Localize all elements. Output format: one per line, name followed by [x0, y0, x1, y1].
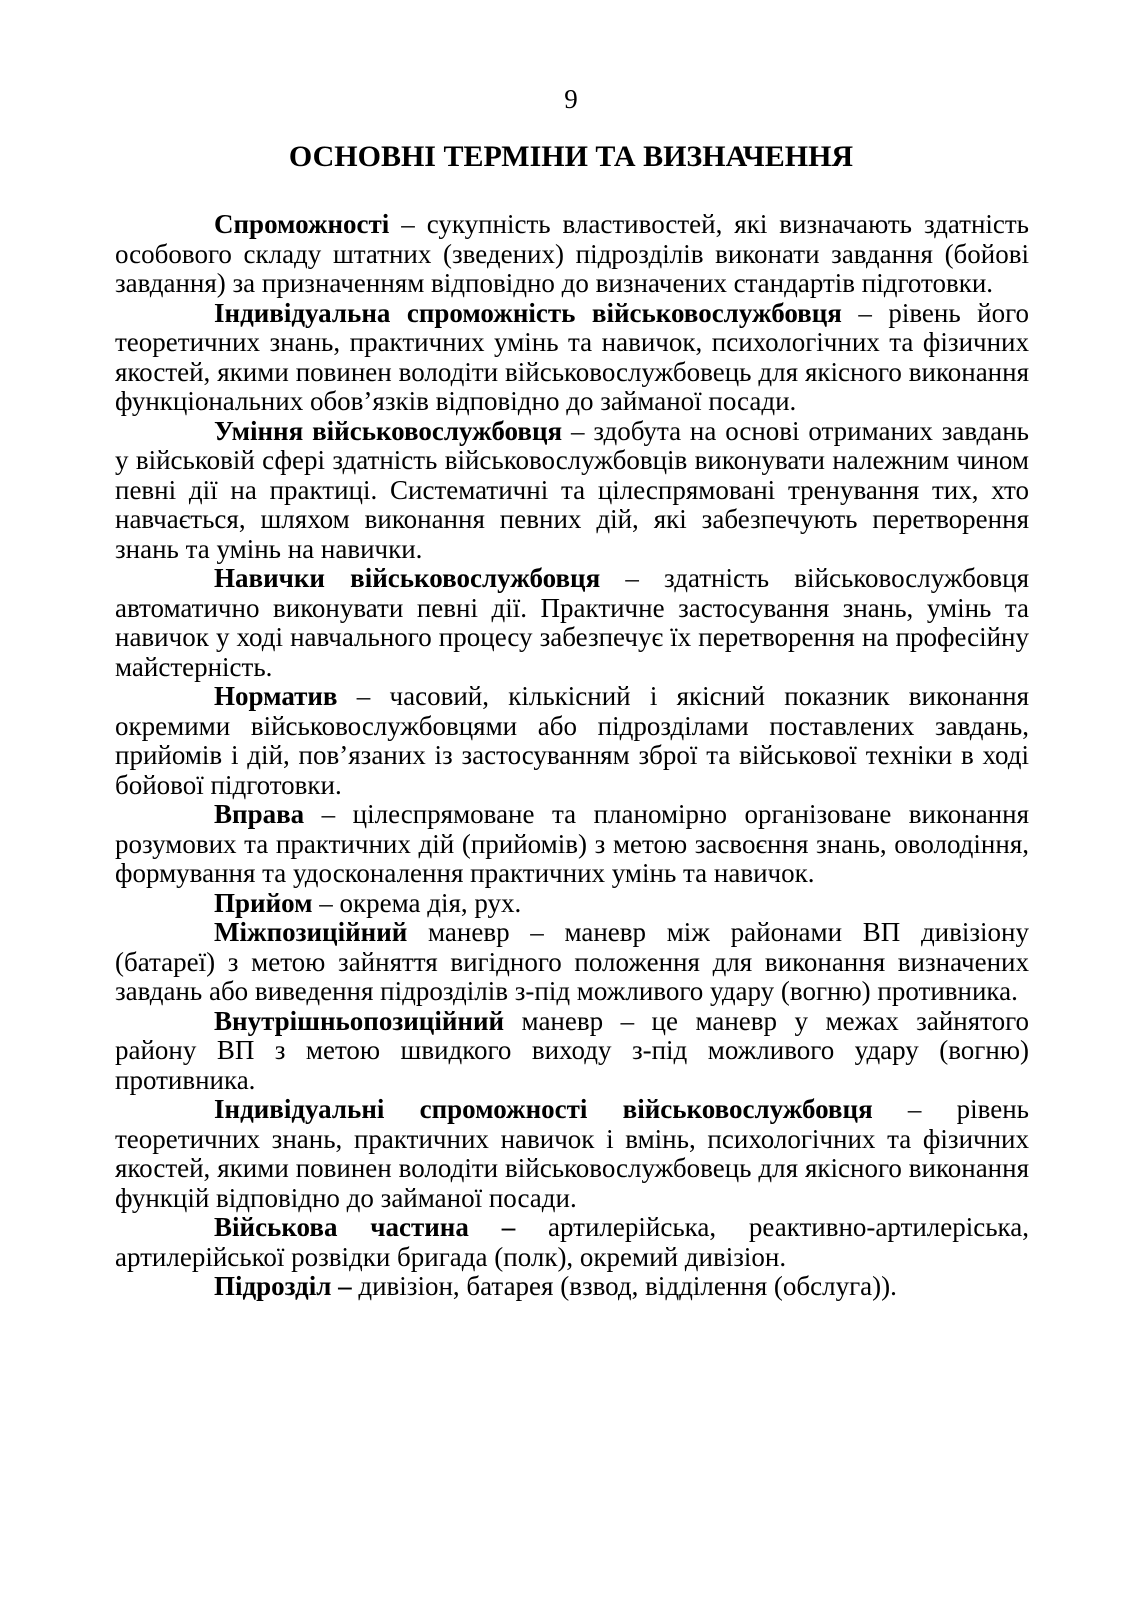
term-label: Внутрішньопозиційний	[214, 1005, 505, 1036]
definition-text: артилерійська, реактивно-артилеріська, артилерійської розвідки бригада (полк), окремий дивізіон.	[115, 1212, 1029, 1272]
term-label: Прийом	[214, 887, 313, 918]
definition-text: – здатність військовослужбовця автоматично виконувати певні дії. Практичне застосування знань, умінь та навичок у ході навчального процесу забезпечує їх перетворення на професійну майстерність.	[115, 563, 1029, 682]
paragraph-capabilities	[115, 210, 1029, 299]
term-label: Навички військовослужбовця	[214, 563, 601, 593]
definition-text: – цілеспрямоване та планомірно організоване виконання розумових та практичних дій (прийомів) з метою засвоєння знань, оволодіння, формування та удосконалення практичних умінь та навичок.	[115, 799, 1029, 888]
paragraph-intraposition-maneuver	[115, 1007, 1029, 1096]
paragraph-individual-capabilities	[115, 1095, 1029, 1213]
term-label: Міжпозиційний	[214, 917, 408, 947]
definition-text: – окрема дія, рух.	[312, 887, 522, 918]
definition-text: – здобута на основі отриманих завдань у військовій сфері здатність військовослужбовців виконувати належним чином певні дії на практиці. Систематичні та цілеспрямовані тренування тих, хто навчається, шляхом виконання певних дій, які забезпечують перетворення знань та умінь на навички.	[115, 415, 1029, 564]
definition-text: – сукупність властивостей, які визначають здатність особового складу штатних (зведених) підрозділів виконати завдання (бойові завдання) за призначенням відповідно до визначених стандартів підготовки.	[115, 209, 1029, 298]
paragraph-interposition-maneuver	[115, 918, 1029, 1007]
term-label: Підрозділ –	[214, 1271, 352, 1301]
paragraph-standard	[115, 682, 1029, 800]
paragraph-habits	[115, 564, 1029, 682]
definition-text: – часовий, кількісний і якісний показник виконання окремими військовослужбовцями або підрозділами поставлених завдань, прийомів і дій, пов’язаних із застосуванням зброї та військової техніки в ході бойової підготовки.	[115, 681, 1029, 800]
page-title: ОСНОВНІ ТЕРМІНИ ТА ВИЗНАЧЕННЯ	[288, 140, 854, 173]
term-label: Військова частина –	[214, 1212, 516, 1242]
term-label: Вправа	[214, 799, 305, 829]
paragraph-exercise	[115, 800, 1029, 889]
term-label: Індивідуальна спроможність військовослужбовця	[214, 297, 842, 328]
document-body	[0, 210, 1142, 1302]
term-label: Спроможності	[214, 209, 390, 239]
paragraph-military-unit	[115, 1213, 1029, 1272]
definition-text: – рівень його теоретичних знань, практичних умінь та навичок, психологічних та фізичних якостей, якими повинен володіти військовослужбовець для якісного виконання функціональних обов’язків відповідно до займаної посади.	[115, 297, 1029, 416]
term-label: Індивідуальні спроможності військовослужбовця	[214, 1094, 873, 1124]
definition-text: дивізіон, батарея (взвод, відділення (обслуга)).	[351, 1271, 897, 1301]
paragraph-subunit	[115, 1272, 1029, 1302]
definition-text: – рівень теоретичних знань, практичних навичок і вмінь, психологічних та фізичних якостей, якими повинен володіти військовослужбовець для якісного виконання функцій відповідно до займаної посади.	[115, 1094, 1029, 1213]
paragraph-skill	[115, 417, 1029, 565]
term-label: Уміння військовослужбовця	[214, 415, 563, 446]
term-label: Норматив	[214, 681, 338, 711]
paragraph-technique	[115, 889, 1029, 919]
definition-text: маневр – це маневр у межах зайнятого району ВП з метою швидкого виходу з-під можливого удару (вогню) противника.	[115, 1005, 1029, 1095]
definition-text: маневр – маневр між районами ВП дивізіону (батареї) з метою зайняття вигідного положення для виконання визначених завдань або виведення підрозділів з-під можливого удару (вогню) противника.	[115, 917, 1029, 1006]
paragraph-individual-capability	[115, 299, 1029, 417]
page-number: 9	[564, 84, 578, 114]
